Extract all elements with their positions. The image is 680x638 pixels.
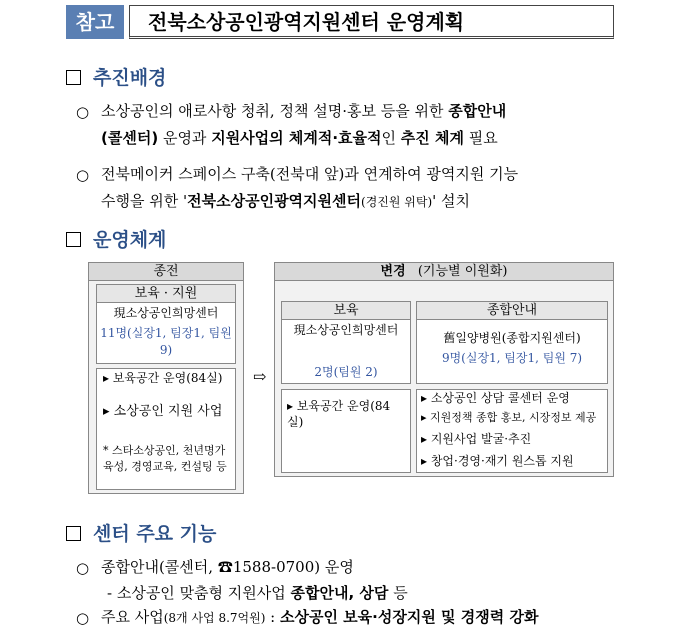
checkbox-square-icon — [66, 526, 81, 541]
circle-bullet-icon: ○ — [76, 103, 90, 121]
text: ) 운영 — [314, 558, 354, 576]
list-item — [103, 370, 229, 386]
list-item — [421, 431, 607, 447]
list-item — [103, 404, 229, 420]
checkbox-square-icon — [66, 232, 81, 247]
after-col1-name: 現소상공인희망센터 — [293, 323, 399, 337]
title-badge: 참고 — [66, 5, 124, 39]
text: - 소상공인 맞춤형 지원사업 — [107, 584, 291, 602]
function-item-1 — [101, 556, 661, 579]
list-item — [421, 453, 607, 469]
after-header — [274, 262, 614, 281]
note-text: 스타소상공인, 천년명가육성, 경영교육, 컨설팅 등 — [103, 444, 227, 473]
bullet-item-1 — [101, 100, 661, 150]
triangle-bullet-icon: ▸ — [421, 432, 431, 446]
section-heading-operation — [66, 228, 166, 252]
after-col2-name: 舊일양병원(종합지원센터) — [443, 331, 581, 345]
triangle-bullet-icon: ▸ — [421, 391, 431, 405]
after-col2-title: 종합안내 — [416, 301, 608, 320]
text: 인 — [381, 129, 401, 147]
phone-text: ☎1588-0700 — [217, 558, 315, 576]
triangle-bullet-icon: ▸ — [287, 399, 297, 413]
text: 수행을 위한 ' — [101, 192, 188, 210]
list-item — [421, 390, 607, 406]
triangle-bullet-icon: ▸ — [103, 404, 114, 419]
bold-text: 종합안내, 상담 — [290, 584, 389, 602]
triangle-bullet-icon: ▸ — [421, 411, 431, 424]
section-heading-functions — [66, 522, 216, 546]
bold-text: 전북소상공인광역지원센터 — [187, 192, 362, 210]
bold-text: 소상공인 보육·성장지원 및 경쟁력 강화 — [280, 608, 539, 626]
section-heading-text: 센터 주요 기능 — [93, 523, 217, 545]
small-text: (경진원 위탁) — [361, 195, 433, 209]
text: : — [265, 608, 280, 626]
section-heading-text: 추진배경 — [93, 67, 167, 89]
section-heading-background — [66, 66, 166, 90]
after-col2-staff: 9명(실장1, 팀장1, 팀원 7) — [441, 351, 583, 365]
list-item — [287, 398, 405, 430]
before-unit-staff: 11명(실장1, 팀장1, 팀원 9) — [100, 326, 232, 357]
section-heading-text: 운영체계 — [93, 229, 167, 251]
list-item-text: 보육공간 운영(84실) — [287, 399, 391, 429]
after-header-title: 변경 — [380, 264, 406, 279]
list-item-text: 소상공인 상담 콜센터 운영 — [430, 391, 570, 405]
text: 종합안내(콜센터, — [101, 558, 218, 576]
circle-bullet-icon: ○ — [76, 166, 90, 184]
bullet-item-2 — [101, 163, 661, 214]
circle-bullet-icon: ○ — [76, 609, 90, 627]
text: 등 — [388, 584, 408, 602]
text: 소상공인의 애로사항 청취, 정책 설명·홍보 등을 위한 — [101, 102, 449, 120]
list-item — [421, 410, 607, 426]
bold-text: (콜센터) — [101, 129, 159, 147]
before-unit-name: 現소상공인희망센터 — [113, 306, 219, 320]
list-item-text: 보육공간 운영(84실) — [112, 371, 223, 385]
small-text: (8개 사업 8.7억원) — [163, 611, 266, 625]
list-item-text: 지원정책 종합 홍보, 시장정보 제공 — [430, 411, 597, 424]
list-item-text: 창업·경영·재기 원스톱 지원 — [430, 454, 574, 468]
before-header: 종전 — [88, 262, 244, 281]
checkbox-square-icon — [66, 70, 81, 85]
text: 필요 — [463, 129, 498, 147]
before-unit-title: 보육 · 지원 — [96, 284, 236, 303]
function-item-2 — [101, 606, 671, 630]
text: ' 설치 — [432, 192, 471, 210]
list-item-text: 소상공인 지원 사업 — [113, 404, 223, 419]
asterisk-icon: * — [103, 444, 112, 457]
circle-bullet-icon: ○ — [76, 559, 90, 577]
text: 전북메이커 스페이스 구축(전북대 앞)과 연계하여 광역지원 기능 — [101, 165, 519, 183]
triangle-bullet-icon: ▸ — [103, 371, 113, 385]
right-arrow-icon: ⇨ — [253, 367, 267, 386]
text: 주요 사업 — [101, 608, 164, 626]
page-title: 전북소상공인광역지원센터 운영계획 — [148, 10, 465, 34]
bold-text: 종합안내 — [448, 102, 507, 120]
after-col1-title: 보육 — [281, 301, 411, 320]
triangle-bullet-icon: ▸ — [421, 454, 431, 468]
text: 운영과 — [158, 129, 212, 147]
bold-text: 지원사업의 체계적·효율적 — [211, 129, 382, 147]
after-header-sub: (기능별 이원화) — [417, 264, 508, 279]
note-item — [103, 443, 229, 475]
function-sub-item — [107, 582, 667, 605]
bold-text: 추진 체계 — [400, 129, 464, 147]
after-col1-staff: 2명(팀원 2) — [314, 365, 378, 379]
list-item-text: 지원사업 발굴·추진 — [430, 432, 532, 446]
